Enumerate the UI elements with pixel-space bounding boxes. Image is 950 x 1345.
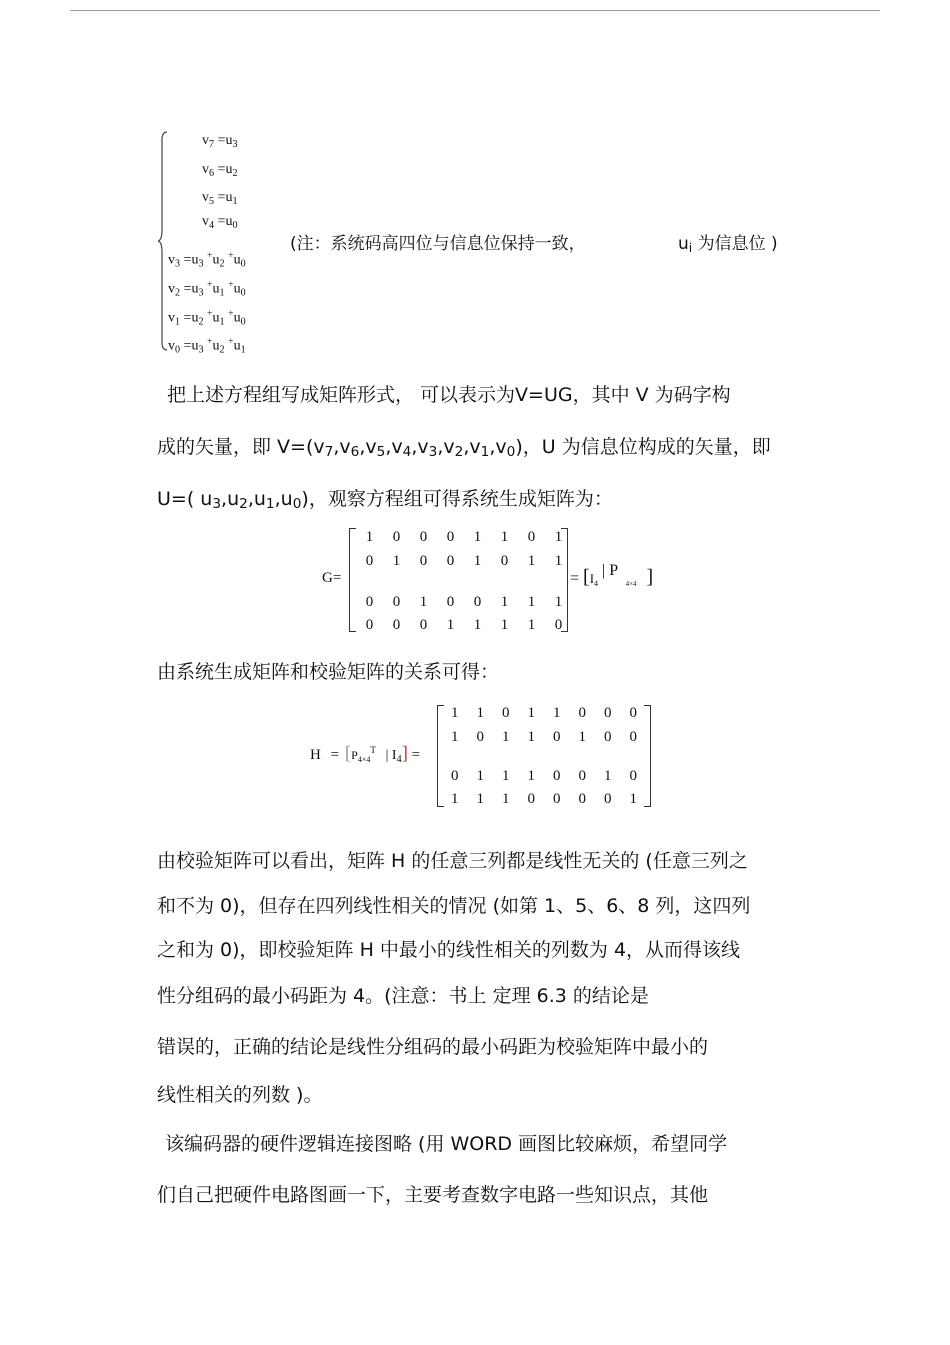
matrix-cell: 0 <box>446 553 455 569</box>
para3-line2: 和不为 0)，但存在四列线性相关的情况 (如第 1、5、6、8 列，这四列 <box>157 895 751 917</box>
matrix-cell: 0 <box>446 529 455 545</box>
matrix-cell: 0 <box>629 705 637 721</box>
matrix-cell: 0 <box>578 791 586 807</box>
matrix-cell: 0 <box>500 553 509 569</box>
note-u: $u_i$ 为信息位 ) <box>678 234 778 255</box>
matrix-cell: 1 <box>527 705 535 721</box>
matrix-cell: 1 <box>553 705 561 721</box>
para1-line2: 成的矢量，即 $V=(v_7,v_6,v_5,v_4,v_3,v_2,v_1,v_0)$，U 为信息位构成的矢量，即 <box>157 436 771 460</box>
matrix-cell: 0 <box>392 594 401 610</box>
matrix-row <box>356 617 572 634</box>
matrix-cell: 1 <box>527 617 536 633</box>
para1-line3: U=( $u_3,u_2,u_1,u_0$)，观察方程组可得系统生成矩阵为： <box>157 488 613 512</box>
matrix-row <box>356 553 572 570</box>
equation: $v_5 =u_1$ <box>202 190 238 207</box>
note <box>290 229 778 255</box>
matrix-cell: 1 <box>527 553 536 569</box>
matrix-cell: 0 <box>365 553 374 569</box>
equation: $v_7 =u_3$ <box>202 133 238 150</box>
matrix-cell: 1 <box>502 791 510 807</box>
matrix-row <box>356 529 572 546</box>
matrix-cell: 1 <box>476 768 484 784</box>
matrix-cell: 0 <box>604 705 612 721</box>
matrix-cell: 0 <box>473 594 482 610</box>
matrix-row <box>442 791 646 808</box>
equation: $v_6 =u_2$ <box>202 162 238 179</box>
matrix-cell: 0 <box>392 529 401 545</box>
matrix-cell: 1 <box>419 594 428 610</box>
matrix-cell: 1 <box>476 705 484 721</box>
matrix-cell: 1 <box>527 729 535 745</box>
para3-line1: 由校验矩阵可以看出，矩阵 H 的任意三列都是线性无关的 (任意三列之 <box>157 850 748 872</box>
matrix-cell: 0 <box>578 768 586 784</box>
matrix-g-rhs: = [$I_4$ | P $_{4\times 4}$ ] <box>570 562 654 588</box>
matrix-cell: 0 <box>604 729 612 745</box>
matrix-cell: 0 <box>419 553 428 569</box>
matrix-cell: 1 <box>554 553 563 569</box>
para3-line4: 性分组码的最小码距为 4。(注意：书上 定理 6.3 的结论是 <box>157 985 649 1007</box>
matrix-g-left-bracket <box>349 528 356 632</box>
matrix-cell: 1 <box>365 529 374 545</box>
matrix-cell: 0 <box>578 705 586 721</box>
matrix-row <box>442 729 646 746</box>
matrix-cell: 1 <box>527 768 535 784</box>
matrix-cell: 1 <box>500 594 509 610</box>
matrix-cell: 0 <box>392 617 401 633</box>
para3-line6: 线性相关的列数 )。 <box>157 1084 323 1106</box>
note-text: (注：系统码高四位与信息位保持一致， <box>290 234 586 254</box>
matrix-cell: 0 <box>527 791 535 807</box>
equation: $v_4 =u_0$ <box>202 214 238 231</box>
para4-line1: 该编码器的硬件逻辑连接图略 (用 WORD 画图比较麻烦，希望同学 <box>165 1133 728 1155</box>
matrix-g-right-bracket <box>561 528 568 632</box>
para3-line5: 错误的，正确的结论是线性分组码的最小码距为校验矩阵中最小的 <box>157 1036 709 1058</box>
equation: $v_3 =u_3$ $^+u_2$ $^+u_0$ <box>168 250 246 270</box>
matrix-h-right-bracket <box>644 705 651 807</box>
matrix-g-label: G= <box>322 570 342 586</box>
matrix-cell: 1 <box>451 729 459 745</box>
matrix-cell: 1 <box>451 791 459 807</box>
matrix-cell: 0 <box>365 617 374 633</box>
matrix-cell: 0 <box>553 768 561 784</box>
matrix-row <box>442 705 646 722</box>
equation: $v_0 =u_3$ $^+u_2$ $^+u_1$ <box>168 336 246 356</box>
matrix-cell: 1 <box>604 768 612 784</box>
matrix-cell: 1 <box>502 729 510 745</box>
matrix-cell: 1 <box>629 791 637 807</box>
header-rule <box>70 10 880 11</box>
matrix-cell: 0 <box>419 529 428 545</box>
matrix-cell: 1 <box>476 791 484 807</box>
matrix-cell: 1 <box>446 617 455 633</box>
matrix-row <box>442 768 646 785</box>
matrix-cell: 1 <box>502 768 510 784</box>
matrix-cell: 0 <box>476 729 484 745</box>
para1-line1: 把上述方程组写成矩阵形式， 可以表示为V=UG，其中 V 为码字构 <box>167 384 731 406</box>
matrix-cell: 0 <box>365 594 374 610</box>
equation: $v_2 =u_3$ $^+u_1$ $^+u_0$ <box>168 279 246 299</box>
matrix-cell: 0 <box>527 529 536 545</box>
matrix-cell: 0 <box>553 791 561 807</box>
matrix-cell: 1 <box>473 553 482 569</box>
para3-line3: 之和为 0)，即校验矩阵 H 中最小的线性相关的列数为 4，从而得该线 <box>157 939 741 961</box>
matrix-cell: 0 <box>446 594 455 610</box>
matrix-cell: 1 <box>554 529 563 545</box>
matrix-cell: 0 <box>553 729 561 745</box>
left-brace-icon <box>158 130 168 352</box>
matrix-cell: 0 <box>604 791 612 807</box>
matrix-cell: 1 <box>473 617 482 633</box>
matrix-row <box>356 594 572 611</box>
matrix-cell: 0 <box>629 768 637 784</box>
matrix-cell: 0 <box>419 617 428 633</box>
matrix-cell: 0 <box>502 705 510 721</box>
para4-line2: 们自己把硬件电路图画一下，主要考查数字电路一些知识点，其他 <box>157 1184 709 1206</box>
matrix-h-lhs: $H = [P_{4\times 4}^T$ | $I_4$] = <box>310 743 421 765</box>
para2: 由系统生成矩阵和校验矩阵的关系可得： <box>157 661 500 683</box>
matrix-cell: 1 <box>392 553 401 569</box>
matrix-cell: 0 <box>451 768 459 784</box>
matrix-cell: 1 <box>451 705 459 721</box>
matrix-cell: 1 <box>554 594 563 610</box>
equation: $v_1 =u_2$ $^+u_1$ $^+u_0$ <box>168 308 246 328</box>
matrix-cell: 0 <box>554 617 563 633</box>
matrix-cell: 1 <box>500 617 509 633</box>
matrix-cell: 0 <box>629 729 637 745</box>
matrix-cell: 1 <box>527 594 536 610</box>
matrix-cell: 1 <box>473 529 482 545</box>
matrix-cell: 1 <box>578 729 586 745</box>
matrix-cell: 1 <box>500 529 509 545</box>
